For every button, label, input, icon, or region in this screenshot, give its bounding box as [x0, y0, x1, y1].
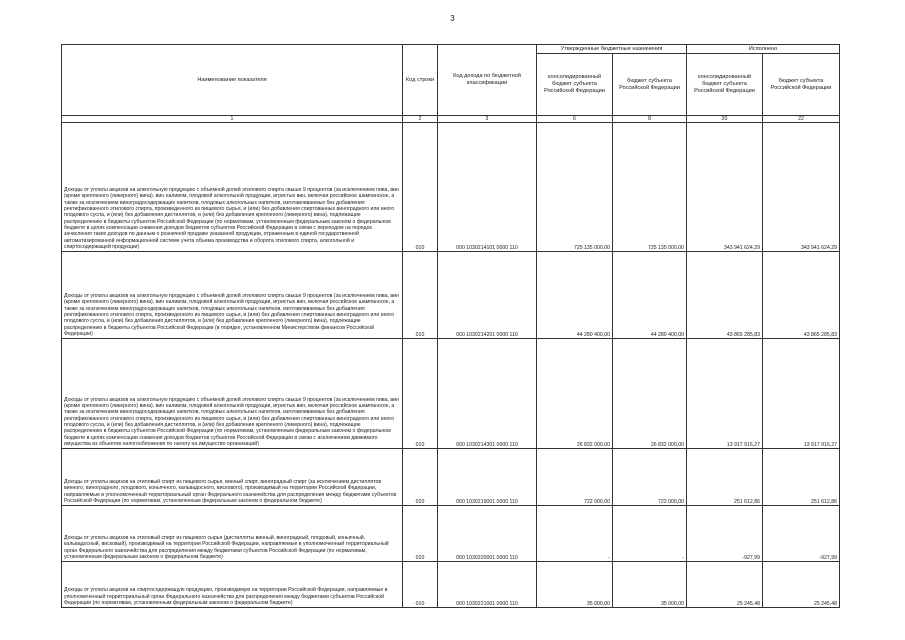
- indicator-name: Доходы от уплаты акцизов на алкогольную продукцию с объемной долей этилового спирта свыше 9 процентов (за исключением пива, вин (кроме крепленого (ликерного) вина), вин наливом, плодовой алкогольной продукции, игристых вин, включая российское шампанское, а также за исключением виноградосодержащих напитков, плодовых алкогольных напитков, изготавливаемых без добавления ректификованного этилового спирта, произведенного из пищевого сырья, и (или) без добавления спиртованных виноградного или иного плодового сусла, и (или) без добавления дистиллятов, и (или) без добавления крепленого (ликерного) вина), подлежащие распределению в бюджеты субъектов Российской Федерации (в порядке, установленном Министерством финансов Российской Федерации): [64, 292, 399, 337]
- header-approved-subject: бюджет субъекта Российской Федерации: [613, 54, 687, 116]
- line-code: 010: [403, 506, 438, 562]
- executed-consolidated-value: 13 917 916,27: [687, 339, 763, 449]
- column-number: 8: [613, 116, 687, 123]
- header-group-approved: Утвержденные бюджетные назначения: [537, 45, 687, 54]
- income-code: 000 1030220001 0000 110: [438, 506, 537, 562]
- executed-subject-value: 43 865 285,83: [763, 252, 840, 339]
- executed-subject-value: 343 941 624,29: [763, 123, 840, 252]
- table-row: [62, 339, 840, 449]
- executed-subject-value: 25 245,48: [763, 562, 840, 608]
- approved-subject-value: -: [613, 506, 687, 562]
- header-executed-subject: бюджет субъекта Российской Федерации: [763, 54, 840, 116]
- table-row: [62, 449, 840, 506]
- income-code: 000 1030219001 0000 110: [438, 449, 537, 506]
- indicator-name: Доходы от уплаты акцизов на этиловый спирт из пищевого сырья, винный спирт, виноградный спирт (за исключением дистиллятов винного, виноградного, плодового, коньячного, кальвадосного, вискового), производимый на территории Российской Федерации, направляемые в уполномоченный территориальный орган Федерального казначейства для распределения между бюджетами субъектов Российской Федерации (по нормативам, установленным федеральным законом о федеральном бюджете): [64, 478, 397, 504]
- executed-consolidated-value: 343 941 624,29: [687, 123, 763, 252]
- table-row: [62, 123, 840, 252]
- line-code: 010: [403, 252, 438, 339]
- executed-consolidated-value: -927,99: [687, 506, 763, 562]
- column-number: 2: [403, 116, 438, 123]
- indicator-name: Доходы от уплаты акцизов на спиртосодержащую продукцию, производимую на территории Российской Федерации, направляемые в уполномоченный территориальный орган Федерального казначейства для распределения между бюджетами субъектов Российской Федерации (по нормативам, установленным федеральным законом о федеральном бюджете): [64, 587, 388, 606]
- approved-consolidated-value: 26 832 000,00: [537, 339, 613, 449]
- approved-subject-value: 722 000,00: [613, 449, 687, 506]
- page-number: 3: [450, 14, 455, 23]
- income-code: 000 1030214301 0000 110: [438, 339, 537, 449]
- income-code: 000 1030214101 0000 110: [438, 123, 537, 252]
- approved-subject-value: 44 280 400,00: [613, 252, 687, 339]
- budget-execution-table: [61, 44, 840, 608]
- approved-consolidated-value: 44 280 400,00: [537, 252, 613, 339]
- table-row: [62, 562, 840, 608]
- line-code: 010: [403, 449, 438, 506]
- header-approved-consolidated: консолидированный бюджет субъекта Российской Федерации: [537, 54, 613, 116]
- approved-consolidated-value: 35 000,00: [537, 562, 613, 608]
- executed-subject-value: -927,99: [763, 506, 840, 562]
- header-executed-consolidated: консолидированный бюджет субъекта Российской Федерации: [687, 54, 763, 116]
- executed-subject-value: 251 612,86: [763, 449, 840, 506]
- indicator-name: Доходы от уплаты акцизов на этиловый спирт из пищевого сырья (дистилляты винный, виноградный, плодовый, коньячный, кальвадосный, висковый), производимый на территории Российской Федерации, направляемые в уполномоченный территориальный орган Федерального казначейства для распределения между бюджетами субъектов Российской Федерации (по нормативам, установленным федеральным законом о федеральном бюджете): [64, 534, 389, 560]
- line-code: 010: [403, 339, 438, 449]
- indicator-name-cell: [62, 339, 403, 449]
- column-numbers-row: [62, 116, 840, 123]
- approved-subject-value: 725 135 000,00: [613, 123, 687, 252]
- executed-consolidated-value: 251 612,86: [687, 449, 763, 506]
- income-code: 000 1030221001 0000 110: [438, 562, 537, 608]
- header-income-code: Код дохода по бюджетной классификации: [438, 45, 537, 116]
- header-name: Наименование показателя: [62, 45, 403, 116]
- approved-subject-value: 26 832 000,00: [613, 339, 687, 449]
- executed-consolidated-value: 43 865 285,83: [687, 252, 763, 339]
- column-number: 3: [438, 116, 537, 123]
- executed-consolidated-value: 25 245,48: [687, 562, 763, 608]
- approved-subject-value: 35 000,00: [613, 562, 687, 608]
- column-number: 20: [687, 116, 763, 123]
- indicator-name: Доходы от уплаты акцизов на алкогольную продукцию с объемной долей этилового спирта свыше 9 процентов (за исключением пива, вин (кроме крепленого (ликерного) вина), вин наливом, плодовой алкогольной продукции, игристых вин, включая российское шампанское, а также за исключением виноградосодержащих напитков, плодовых алкогольных напитков, изготавливаемых без добавления ректификованного этилового спирта, произведенного из пищевого сырья, и (или) без добавления спиртованных виноградного или иного плодового сусла, и (или) без добавления дистиллятов, и (или) без добавления крепленого (ликерного) вина), подлежащие распределению в бюджеты субъектов Российской Федерации (по нормативам, установленным федеральным законом о федеральном бюджете в целях компенсации снижения доходов бюджетов субъектов Российской Федерации в связи с исключением движимого имущества из объектов налогообложения по налогу на имущество организаций): [64, 396, 399, 447]
- approved-consolidated-value: -: [537, 506, 613, 562]
- indicator-name: Доходы от уплаты акцизов на алкогольную продукцию с объемной долей этилового спирта свыше 9 процентов (за исключением пива, вин (кроме крепленого (ликерного) вина), вин наливом, плодовой алкогольной продукции, игристых вин, включая российское шампанское, а также за исключением виноградосодержащих напитков, плодовых алкогольных напитков, изготавливаемых без добавления ректификованного этилового спирта, произведенного из пищевого сырья, и (или) без добавления спиртованных виноградного или иного плодового сусла, и (или) без добавления дистиллятов, и (или) без добавления крепленого (ликерного) вина), подлежащие распределению в бюджеты субъектов Российской Федерации (по нормативам, установленным федеральным законом о федеральном бюджете в целях компенсации снижения доходов бюджетов субъектов Российской Федерации в связи с переходом на порядок зачисления таких доходов по данным о розничной продаже указанной продукции, отраженным в единой государственной автоматизированной информационной системе учета объема производства и оборота этилового спирта, алкогольной и спиртосодержащей продукции): [64, 186, 399, 250]
- approved-consolidated-value: 725 135 000,00: [537, 123, 613, 252]
- line-code: 010: [403, 562, 438, 608]
- approved-consolidated-value: 722 000,00: [537, 449, 613, 506]
- column-number: 22: [763, 116, 840, 123]
- header-group-executed: Исполнено: [687, 45, 840, 54]
- income-code: 000 1030214201 0000 110: [438, 252, 537, 339]
- indicator-name-cell: [62, 562, 403, 608]
- indicator-name-cell: [62, 449, 403, 506]
- table-row: [62, 506, 840, 562]
- indicator-name-cell: [62, 506, 403, 562]
- header-line-code: Код строки: [403, 45, 438, 116]
- indicator-name-cell: [62, 123, 403, 252]
- column-number: 1: [62, 116, 403, 123]
- executed-subject-value: 13 917 916,27: [763, 339, 840, 449]
- column-number: 6: [537, 116, 613, 123]
- table-row: [62, 252, 840, 339]
- line-code: 010: [403, 123, 438, 252]
- indicator-name-cell: [62, 252, 403, 339]
